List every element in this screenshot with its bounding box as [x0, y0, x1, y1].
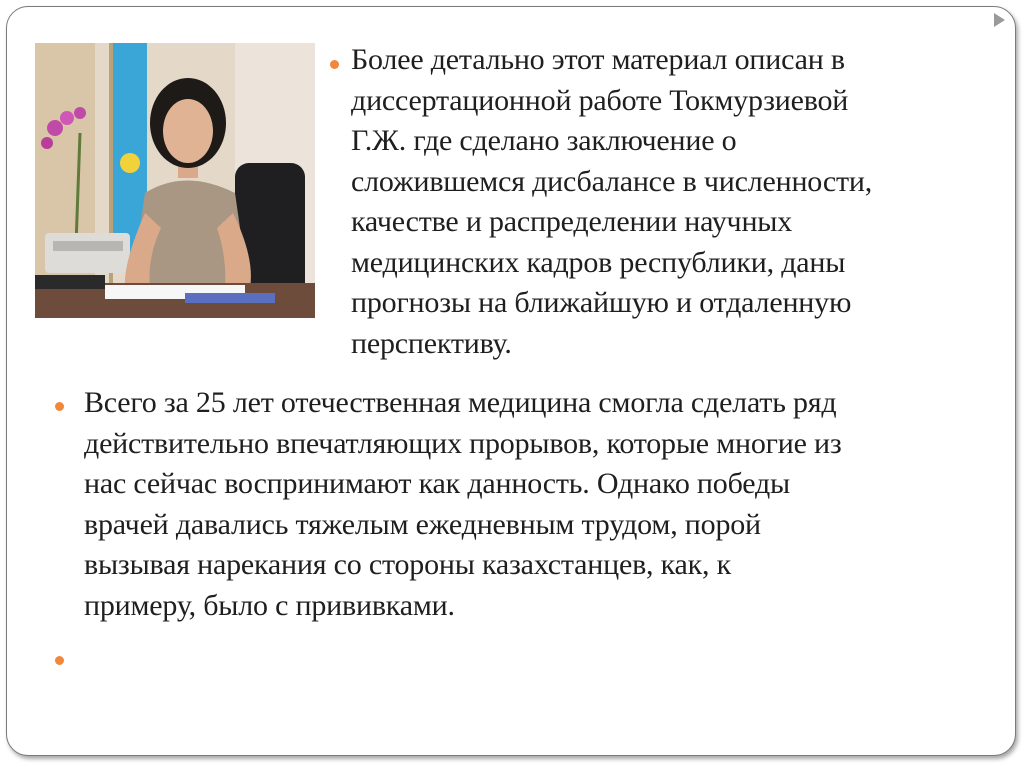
bullet-text-2 — [84, 383, 1004, 626]
bullet-point-icon — [330, 60, 339, 69]
bullet-1-text: Более детально этот материал описан в диссертационной работе Токмурзиевой Г.Ж. где сделано заключение о сложившемся дисбалансе в численности, качестве и распределении научных медицинских кадров республики, даны прогнозы на ближайшую и отдаленную перспективу. — [351, 43, 873, 360]
portrait-photo — [35, 43, 315, 318]
bullet-point-icon — [55, 402, 64, 411]
bullet-2-text: Всего за 25 лет отечественная медицина смогла сделать ряд действительно впечатляющих прорывов, которые многие из нас сейчас воспринимают как данность. Однако победы врачей давались тяжелым ежедневным трудом, порой вызывая нарекания со стороны казахстанцев, как, к примеру, было с прививками. — [84, 386, 842, 622]
bullet-text-1 — [351, 40, 991, 364]
bullet-point-icon — [55, 656, 64, 665]
slide-corner-arrow-icon — [994, 13, 1005, 27]
